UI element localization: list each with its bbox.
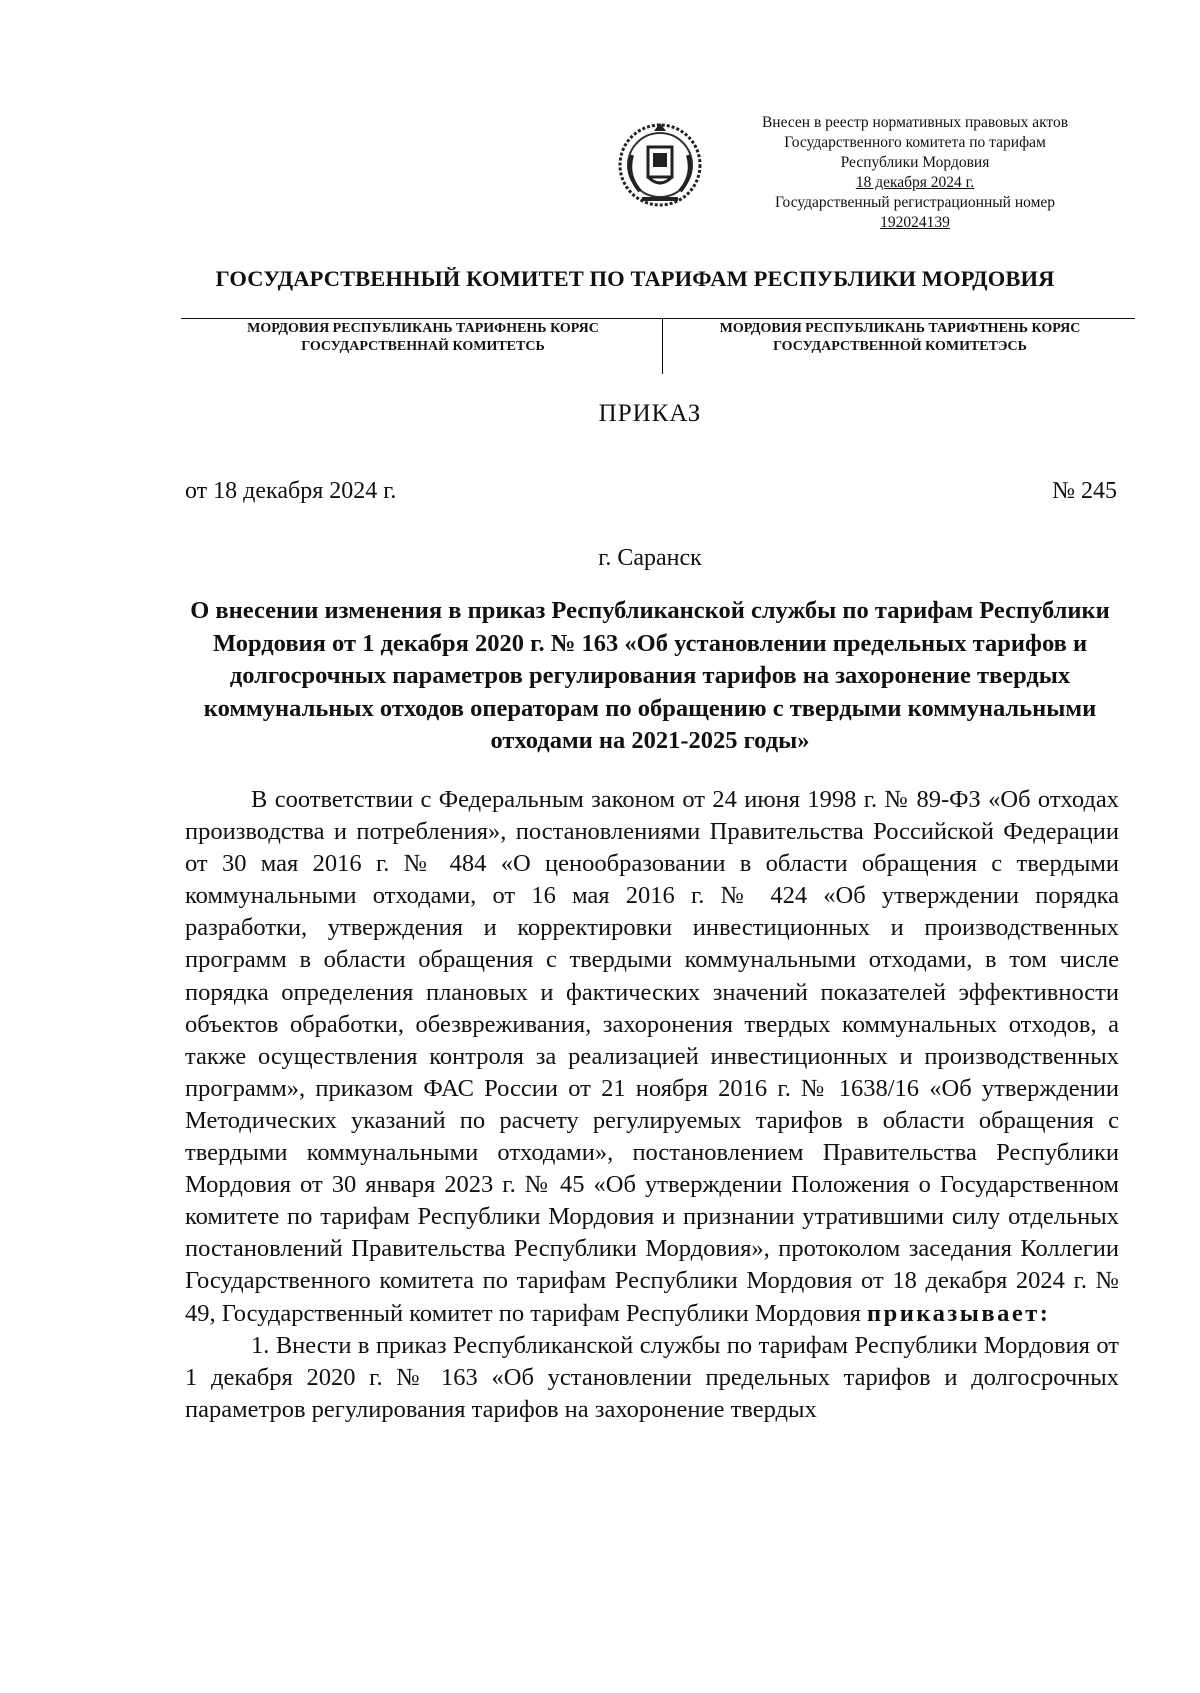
body-paragraph-1 — [185, 784, 1119, 1330]
order-date: от 18 декабря 2024 г. — [185, 478, 397, 504]
order-number: № 245 — [1052, 478, 1117, 504]
registry-number: 192024139 — [880, 214, 950, 231]
registry-line-2: Государственного комитета по тарифам — [784, 134, 1046, 151]
committee-title: ГОСУДАРСТВЕННЫЙ КОМИТЕТ ПО ТАРИФАМ РЕСПУБЛИКИ МОРДОВИЯ — [215, 266, 1055, 291]
subtitle-erzya — [672, 320, 1128, 356]
registry-stamp — [730, 113, 1100, 233]
document-heading: О внесении изменения в приказ Республиканской службы по тарифам Республики Мордовия от 1 декабря 2020 г. № 163 «Об установлении предельных тарифов и долгосрочных параметров регулирования тарифов на захоронение твердых коммунальных отходов операторам по обращению с твердыми коммунальными отходами на 2021-2025 годы» — [190, 597, 1110, 754]
city: г. Саранск — [598, 545, 702, 571]
order-title: ПРИКАЗ — [598, 400, 702, 427]
orders-word: приказывает: — [867, 1299, 1051, 1327]
subtitle-moksha — [192, 320, 654, 356]
subtitle-left-line-1: МОРДОВИЯ РЕСПУБЛИКАНЬ ТАРИФНЕНЬ КОРЯС — [247, 321, 599, 336]
registry-line-5: Государственный регистрационный номер — [774, 194, 1056, 211]
document-body — [185, 784, 1119, 1426]
subtitle-right-line-2: ГОСУДАРСТВЕННОЙ КОМИТЕТЭСЬ — [773, 339, 1027, 354]
preamble-text: В соответствии с Федеральным законом от 24 июня 1998 г. № 89-ФЗ «Об отходах производства и потребления», постановлениями Правительства Российской Федерации от 30 мая 2016 г. № 484 «О ценообразовании в области обращения с твердыми коммунальными отходами, от 16 мая 2016 г. № 424 «Об утверждении порядка разработки, утверждения и корректировки инвестиционных и производственных программ в области обращения с твердыми коммунальными отходами, в том числе порядка определения плановых и фактических значений показателей эффективности объектов обработки, обезвреживания, захоронения твердых коммунальных отходов, а также осуществления контроля за реализацией инвестиционных и производственных программ», приказом ФАС России от 21 ноября 2016 г. № 1638/16 «Об утверждении Методических указаний по расчету регулируемых тарифов в области обращения с твердыми коммунальными отходами», постановлением Правительства Республики Мордовия от 30 января 2023 г. № 45 «Об утверждении Положения о Государственном комитете по тарифам Республики Мордовия и признании утратившими силу отдельных постановлений Правительства Республики Мордовия», протоколом заседания Коллегии Государственного комитета по тарифам Республики Мордовия от 18 декабря 2024 г. № 49, Государственный комитет по тарифам Республики Мордовия — [185, 786, 1119, 1327]
subtitle-left-line-2: ГОСУДАРСТВЕННАЙ КОМИТЕТСЬ — [301, 339, 545, 354]
body-paragraph-2: 1. Внести в приказ Республиканской службы по тарифам Республики Мордовия от 1 декабря 2020 г. № 163 «Об установлении предельных тарифов и долгосрочных параметров регулирования тарифов на захоронение твердых — [185, 1331, 1119, 1423]
registry-line-1: Внесен в реестр нормативных правовых актов — [761, 114, 1069, 131]
registry-date: 18 декабря 2024 г. — [855, 174, 975, 191]
coat-of-arms-icon — [612, 115, 708, 211]
header-vertical-divider — [662, 319, 663, 374]
header-divider — [181, 318, 1135, 319]
registry-line-3: Республики Мордовия — [840, 154, 990, 171]
subtitle-right-line-1: МОРДОВИЯ РЕСПУБЛИКАНЬ ТАРИФТНЕНЬ КОРЯС — [719, 321, 1081, 336]
